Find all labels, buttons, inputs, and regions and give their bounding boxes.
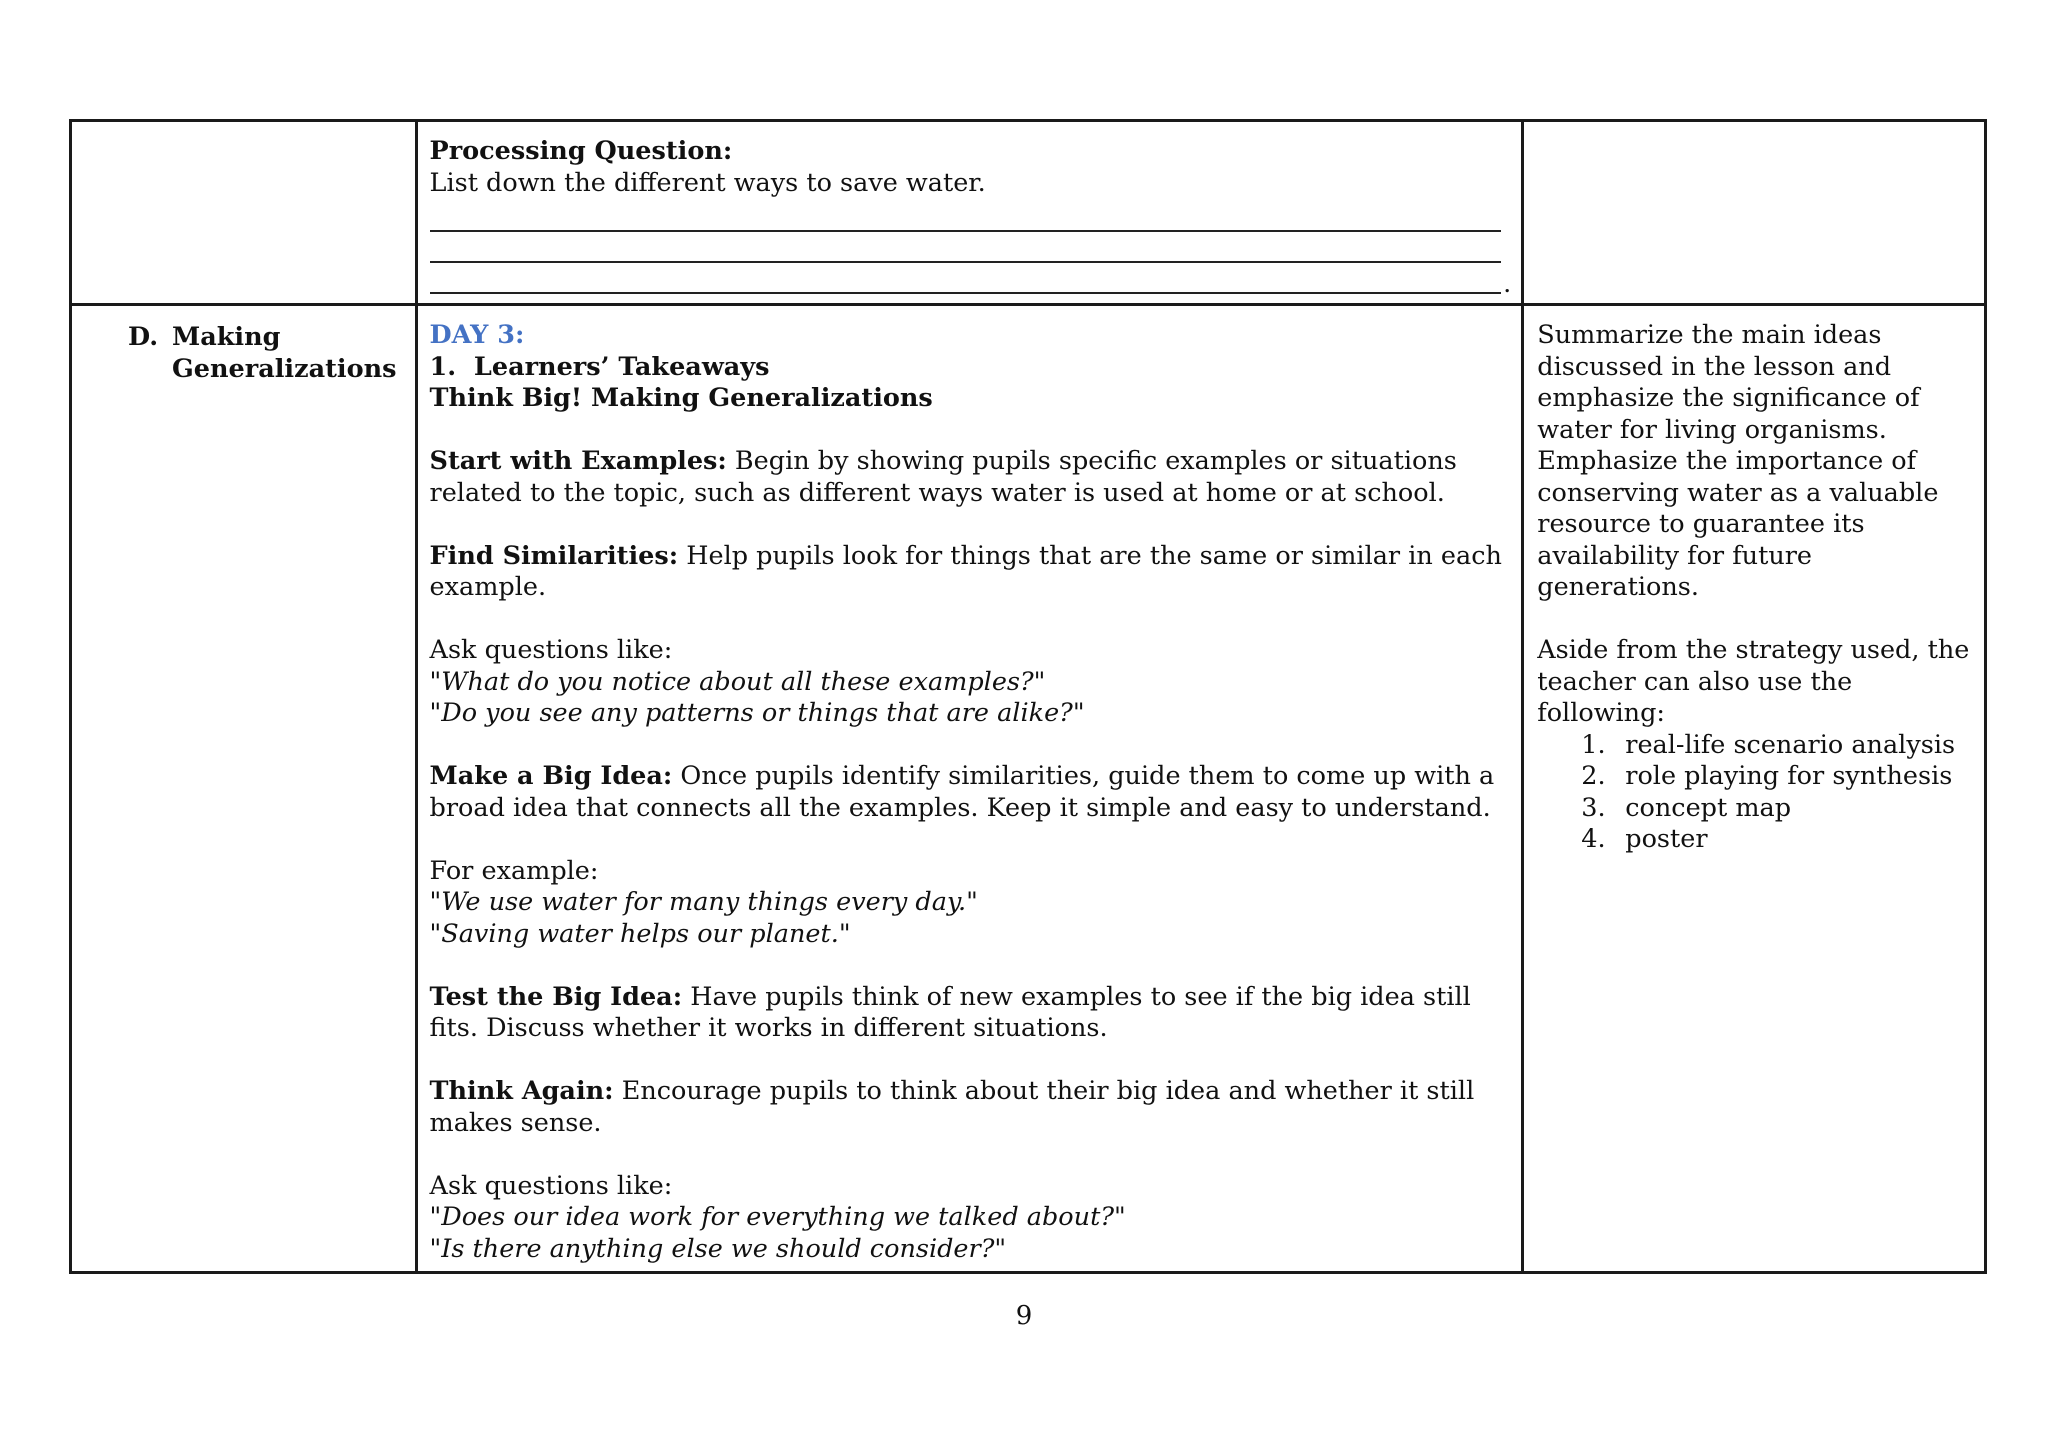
question-line: "Is there anything else we should consider?" [429,1233,1007,1264]
example-line: "We use water for many things every day." [429,887,978,917]
strategy-list [1537,730,1972,856]
make-big-idea-paragraph: Make a Big Idea: Once pupils identify similarities, guide them to come up with a broad idea that connects all the examples. Keep it simple and easy to understand. [429,761,1495,823]
table-row [71,305,1986,1273]
answer-blank-line [430,232,1502,263]
lesson-table [69,119,1987,1274]
start-with-examples-paragraph: Start with Examples: Begin by showing pupils specific examples or situations related to the topic, such as different ways water is used at home or at school. [429,446,1457,508]
list-item: 2. role playing for synthesis [1581,761,1953,791]
think-again-paragraph: Think Again: Encourage pupils to think about their big idea and whether it still makes sense. [429,1076,1475,1138]
notes-summary: Summarize the main ideas discussed in the lesson and emphasize the significance of water for living organisms. Emphasize the importance of conserving water as a valuable resource to guarantee its availability for future generations. [1537,320,1939,602]
ask-questions-label: Ask questions like: [429,635,673,665]
day-label: DAY 3: [429,320,525,350]
processing-question-heading: Processing Question: [429,136,733,166]
example-line: "Saving water helps our planet." [429,918,851,949]
item-number: 1. [429,351,457,382]
activity-cell [416,305,1523,1273]
answer-blank-line [430,199,1502,232]
ask-questions-label: Ask questions like: [429,1170,673,1201]
table-row [71,121,1986,305]
test-big-idea-paragraph: Test the Big Idea: Have pupils think of new examples to see if the big idea still fits. Discuss whether it works in different situations. [429,981,1471,1043]
section-title: Making Generalizations [172,322,397,384]
section-cell [71,305,417,1273]
notes-strategy-intro: Aside from the strategy used, the teacher can also use the following: [1537,635,1970,728]
list-item: 3. concept map [1581,792,1792,823]
notes-cell-empty [1523,121,1986,305]
question-line: "What do you notice about all these examples?" [429,666,1046,697]
for-example-label: For example: [429,855,599,886]
processing-question-text: List down the different ways to save water. [429,167,986,198]
section-letter: D. [128,322,159,352]
list-item: 1. real-life scenario analysis [1581,729,1956,760]
question-line: "Do you see any patterns or things that are alike?" [429,698,1085,728]
question-line: "Does our idea work for everything we talked about?" [429,1202,1126,1232]
list-item: 4. poster [1581,824,1708,854]
find-similarities-paragraph: Find Similarities: Help pupils look for things that are the same or similar in each example. [429,540,1502,602]
notes-cell [1523,305,1986,1273]
section-cell-empty [71,121,417,305]
item-title: Learners’ Takeaways [473,351,770,382]
page-number: 9 [1015,1301,1033,1331]
activity-subtitle: Think Big! Making Generalizations [429,383,933,413]
end-period: . [1503,268,1512,299]
answer-blank-line [430,263,1512,299]
activity-cell [416,121,1523,305]
